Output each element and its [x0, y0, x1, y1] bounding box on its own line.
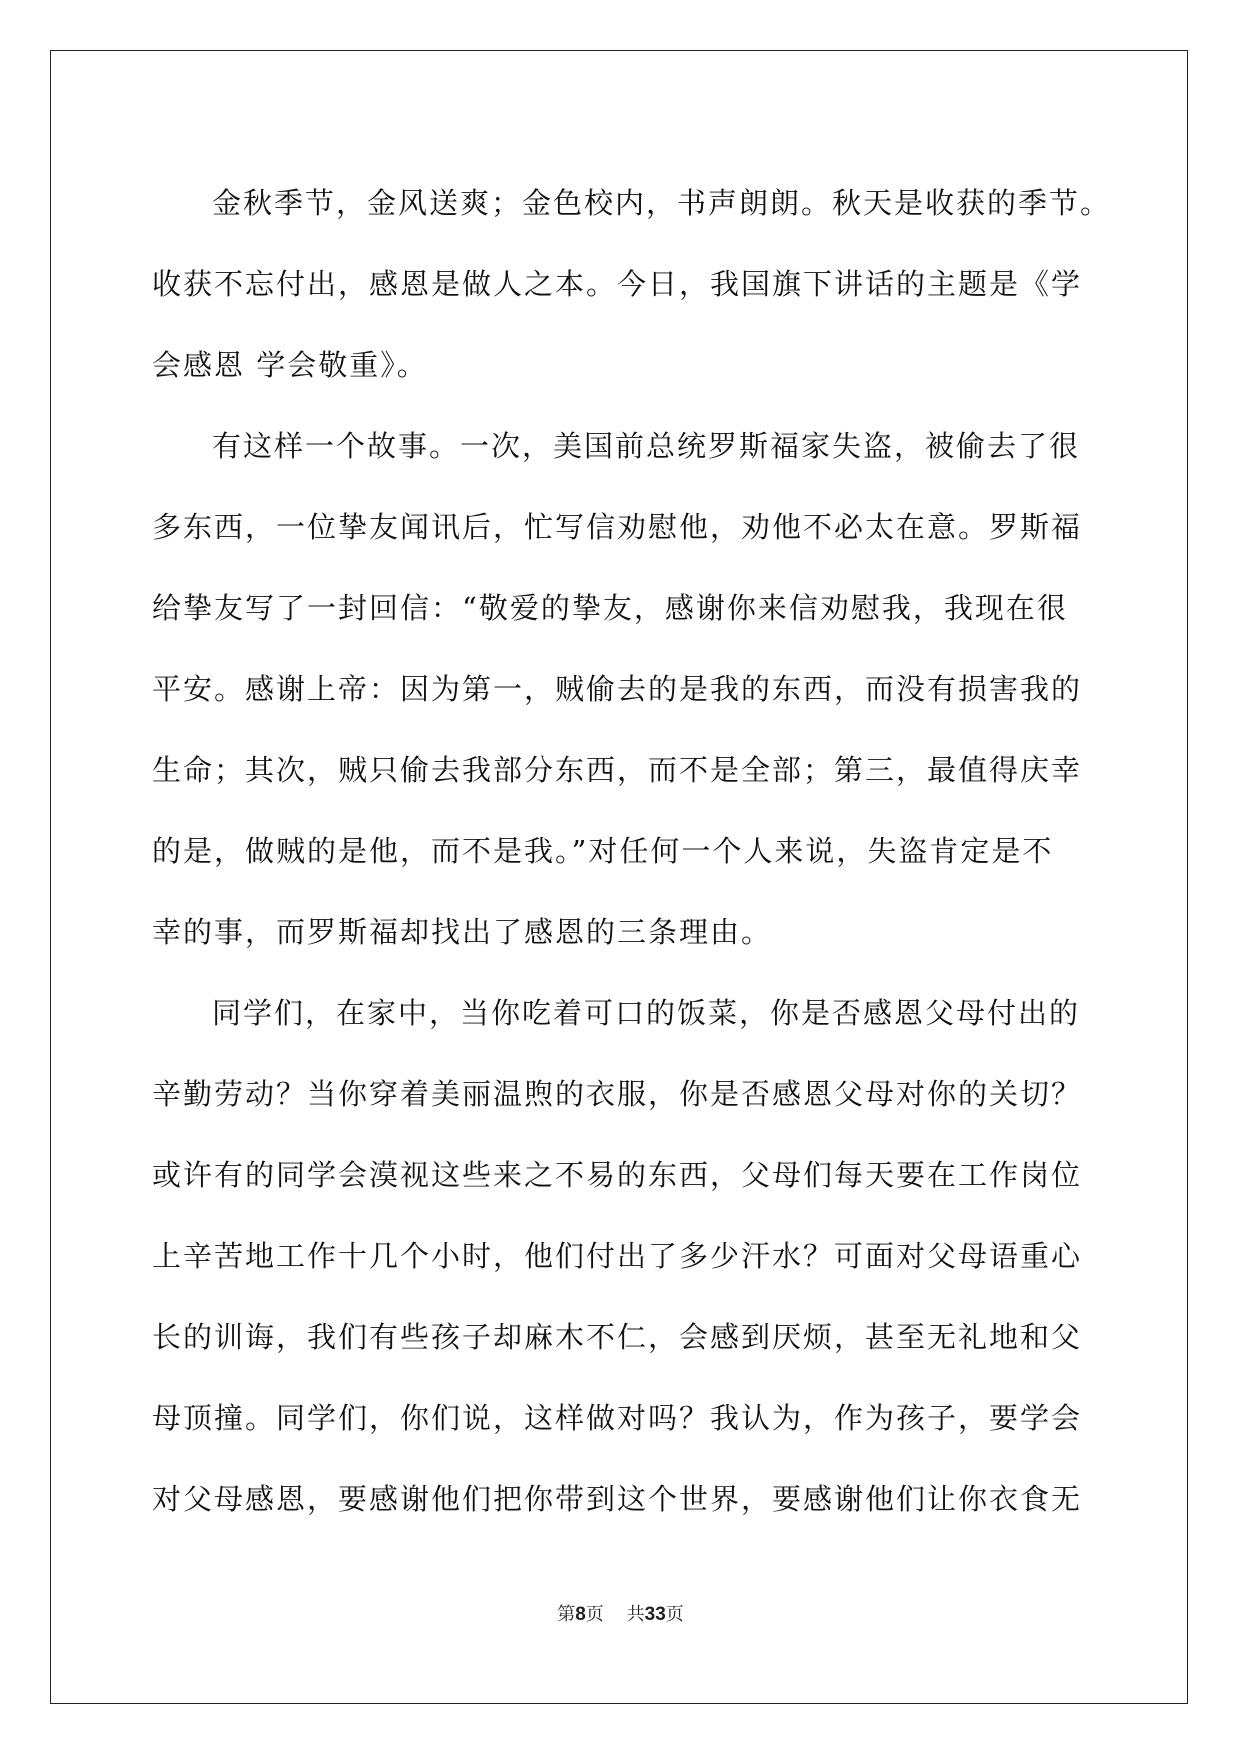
- text-line: 多东西，一位挚友闻讯后，忙写信劝慰他，劝他不必太在意。罗斯福: [152, 510, 1083, 544]
- paragraph-2: [152, 406, 1092, 973]
- footer-total-prefix: 共: [626, 1604, 645, 1625]
- footer-page-suffix: 页: [585, 1604, 604, 1625]
- page-number: 8: [575, 1604, 586, 1625]
- text-line: 长的训诲，我们有些孩子却麻木不仁，会感到厌烦，甚至无礼地和父: [152, 1320, 1083, 1354]
- page-footer: [0, 1600, 1241, 1626]
- text-line: 辛勤劳动？当你穿着美丽温煦的衣服，你是否感恩父母对你的关切？: [152, 1077, 1083, 1111]
- text-line: 母顶撞。同学们，你们说，这样做对吗？我认为，作为孩子，要学会: [152, 1401, 1083, 1435]
- text-line: 或许有的同学会漠视这些来之不易的东西，父母们每天要在工作岗位: [152, 1158, 1083, 1192]
- text-line: 对父母感恩，要感谢他们把你带到这个世界，要感谢他们让你衣食无: [152, 1482, 1083, 1516]
- text-line: 同学们，在家中，当你吃着可口的饭菜，你是否感恩父母付出的: [212, 996, 1081, 1030]
- footer-prefix: 第: [557, 1604, 576, 1625]
- document-body: [152, 163, 1112, 1540]
- footer-total-suffix: 页: [665, 1604, 684, 1625]
- text-line: 生命；其次，贼只偷去我部分东西，而不是全部；第三，最值得庆幸: [152, 753, 1083, 787]
- text-line: 金秋季节，金风送爽；金色校内，书声朗朗。秋天是收获的季节。: [212, 186, 1112, 220]
- paragraph-3: [152, 973, 1092, 1540]
- text-line: 收获不忘付出，感恩是做人之本。今日，我国旗下讲话的主题是《学: [152, 267, 1083, 301]
- text-line: 的是，做贼的是他，而不是我。”对任何一个人来说，失盗肯定是不: [152, 834, 1054, 868]
- text-line: 有这样一个故事。一次，美国前总统罗斯福家失盗，被偷去了很: [212, 429, 1081, 463]
- total-pages: 33: [644, 1604, 666, 1625]
- text-line: 平安。感谢上帝：因为第一，贼偷去的是我的东西，而没有损害我的: [152, 672, 1083, 706]
- text-line: 给挚友写了一封回信：“敬爱的挚友，感谢你来信劝慰我，我现在很: [152, 591, 1068, 625]
- text-line: 上辛苦地工作十几个小时，他们付出了多少汗水？可面对父母语重心: [152, 1239, 1083, 1273]
- paragraph-1: [152, 163, 1112, 406]
- text-line: 会感恩 学会敬重》。: [152, 348, 428, 382]
- text-line: 幸的事，而罗斯福却找出了感恩的三条理由。: [152, 915, 773, 949]
